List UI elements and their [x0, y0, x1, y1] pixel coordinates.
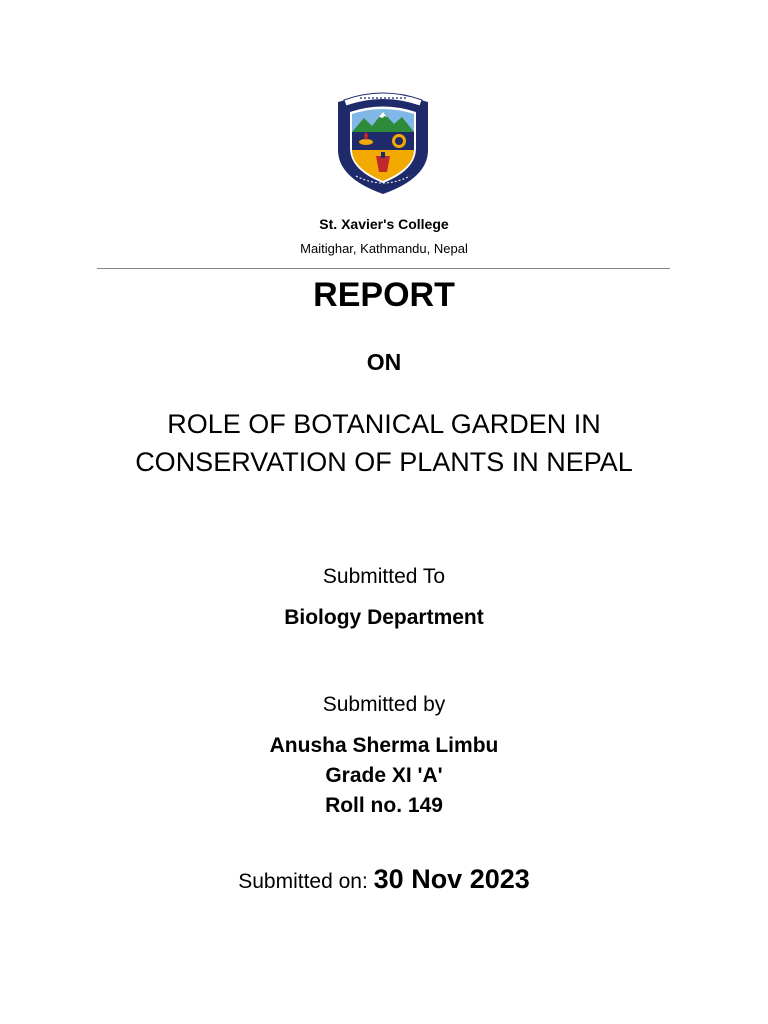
report-topic-line2: CONSERVATION OF PLANTS IN NEPAL [135, 447, 633, 477]
student-details [0, 731, 768, 821]
submitted-on-date: 30 Nov 2023 [373, 864, 530, 894]
submitted-to-value: Biology Department [284, 606, 484, 629]
submitted-on [0, 864, 768, 895]
report-title: REPORT [313, 276, 455, 314]
title-on: ON [366, 349, 402, 375]
student-roll: Roll no. 149 [325, 794, 443, 817]
submitted-to-label: Submitted To [322, 565, 446, 588]
report-topic-line1: ROLE OF BOTANICAL GARDEN IN [167, 409, 601, 439]
submitted-on-label: Submitted on: [238, 870, 374, 893]
college-address: Maitighar, Kathmandu, Nepal [300, 241, 468, 256]
header-divider [97, 268, 670, 269]
report-topic [0, 405, 768, 481]
submitted-by-label: Submitted by [322, 693, 446, 716]
student-grade: Grade XI 'A' [325, 764, 443, 787]
college-crest-icon [330, 86, 436, 196]
student-name: Anusha Sherma Limbu [269, 734, 499, 757]
college-name: St. Xavier's College [319, 216, 449, 232]
